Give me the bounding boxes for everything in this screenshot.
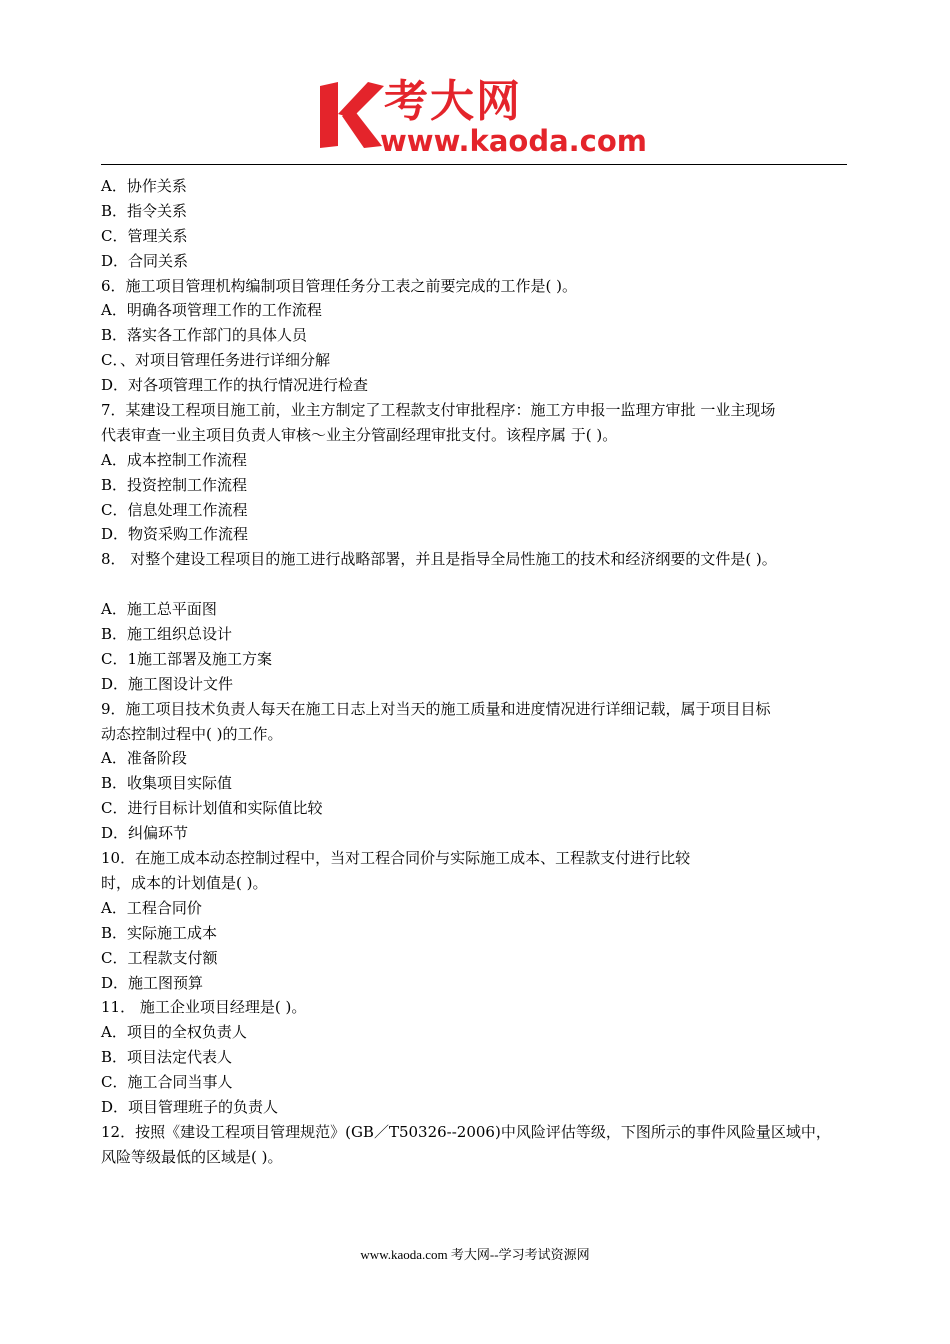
page-footer: www.kaoda.com 考大网--学习考试资源网 — [360, 1247, 590, 1262]
text-line: D．施工图设计文件 — [101, 674, 234, 693]
text-line: B．投资控制工作流程 — [101, 475, 248, 494]
text-line: 8． 对整个建设工程项目的施工进行战略部署，并且是指导全局性施工的技术和经济纲要的文件是( )。 — [101, 550, 777, 569]
text-line: D．项目管理班子的负责人 — [101, 1097, 279, 1116]
text-line: B．指令关系 — [101, 201, 188, 220]
text-line: 动态控制过程中( )的工作。 — [101, 724, 283, 743]
text-line: D．物资采购工作流程 — [101, 525, 249, 544]
text-line: 10．在施工成本动态控制过程中，当对工程合同价与实际施工成本、工程款支付进行比较 — [101, 849, 691, 868]
text-line: 12．按照《建设工程项目管理规范》(GB／T50326--2006)中风险评估等级，下图所示的事件风险量区域中， — [101, 1122, 831, 1141]
kaoda-logo[interactable] — [318, 76, 647, 162]
text-line: A．协作关系 — [101, 177, 187, 195]
logo-chinese-name: 考大网 — [384, 76, 522, 127]
text-line: B．落实各工作部门的具体人员 — [101, 326, 308, 345]
text-line: A．明确各项管理工作的工作流程 — [101, 301, 322, 320]
text-line: C．信息处理工作流程 — [101, 500, 248, 519]
header-divider — [101, 164, 847, 165]
text-line: C．1施工部署及施工方案 — [101, 649, 273, 668]
text-line: 9．施工项目技术负责人每天在施工日志上对当天的施工质量和进度情况进行详细记载，属于项目目标 — [101, 699, 771, 718]
text-line: B．项目法定代表人 — [101, 1048, 233, 1067]
blank-line — [101, 572, 861, 597]
text-line: A．成本控制工作流程 — [101, 450, 247, 469]
text-line: A．施工总平面图 — [101, 600, 217, 619]
text-line: 代表审查一业主项目负责人审核～业主分管副经理审批支付。该程序属 于( )。 — [101, 425, 618, 444]
text-line: A．工程合同价 — [101, 898, 202, 917]
text-line: 风险等级最低的区域是( )。 — [101, 1147, 283, 1166]
text-line: B．施工组织总设计 — [101, 625, 233, 644]
text-line: C．管理关系 — [101, 226, 188, 245]
text-line: C．施工合同当事人 — [101, 1073, 233, 1092]
text-line: 11． 施工企业项目经理是( )。 — [101, 998, 307, 1017]
text-line: D．纠偏环节 — [101, 824, 189, 843]
text-line: A．项目的全权负责人 — [101, 1023, 247, 1042]
document-body — [101, 174, 861, 1170]
text-line: C．工程款支付额 — [101, 948, 218, 967]
text-line: D．合同关系 — [101, 251, 189, 270]
text-line: A．准备阶段 — [101, 749, 187, 768]
logo-k-icon — [318, 80, 384, 150]
page-header — [0, 0, 950, 170]
text-line: D．施工图预算 — [101, 973, 204, 992]
text-line: D．对各项管理工作的执行情况进行检查 — [101, 376, 369, 395]
text-line: 6．施工项目管理机构编制项目管理任务分工表之前要完成的工作是( )。 — [101, 276, 578, 295]
text-line: 时，成本的计划值是( )。 — [101, 873, 268, 892]
text-line: B．收集项目实际值 — [101, 774, 233, 793]
text-line: B．实际施工成本 — [101, 923, 218, 942]
text-line: 7．某建设工程项目施工前，业主方制定了工程款支付审批程序：施工方申报一监理方审批 一业主现场 — [101, 401, 776, 420]
logo-url-text: www.kaoda.com — [380, 124, 647, 158]
text-line: C．、对项目管理任务进行详细分解 — [101, 351, 330, 370]
text-line: C．进行目标计划值和实际值比较 — [101, 799, 323, 818]
